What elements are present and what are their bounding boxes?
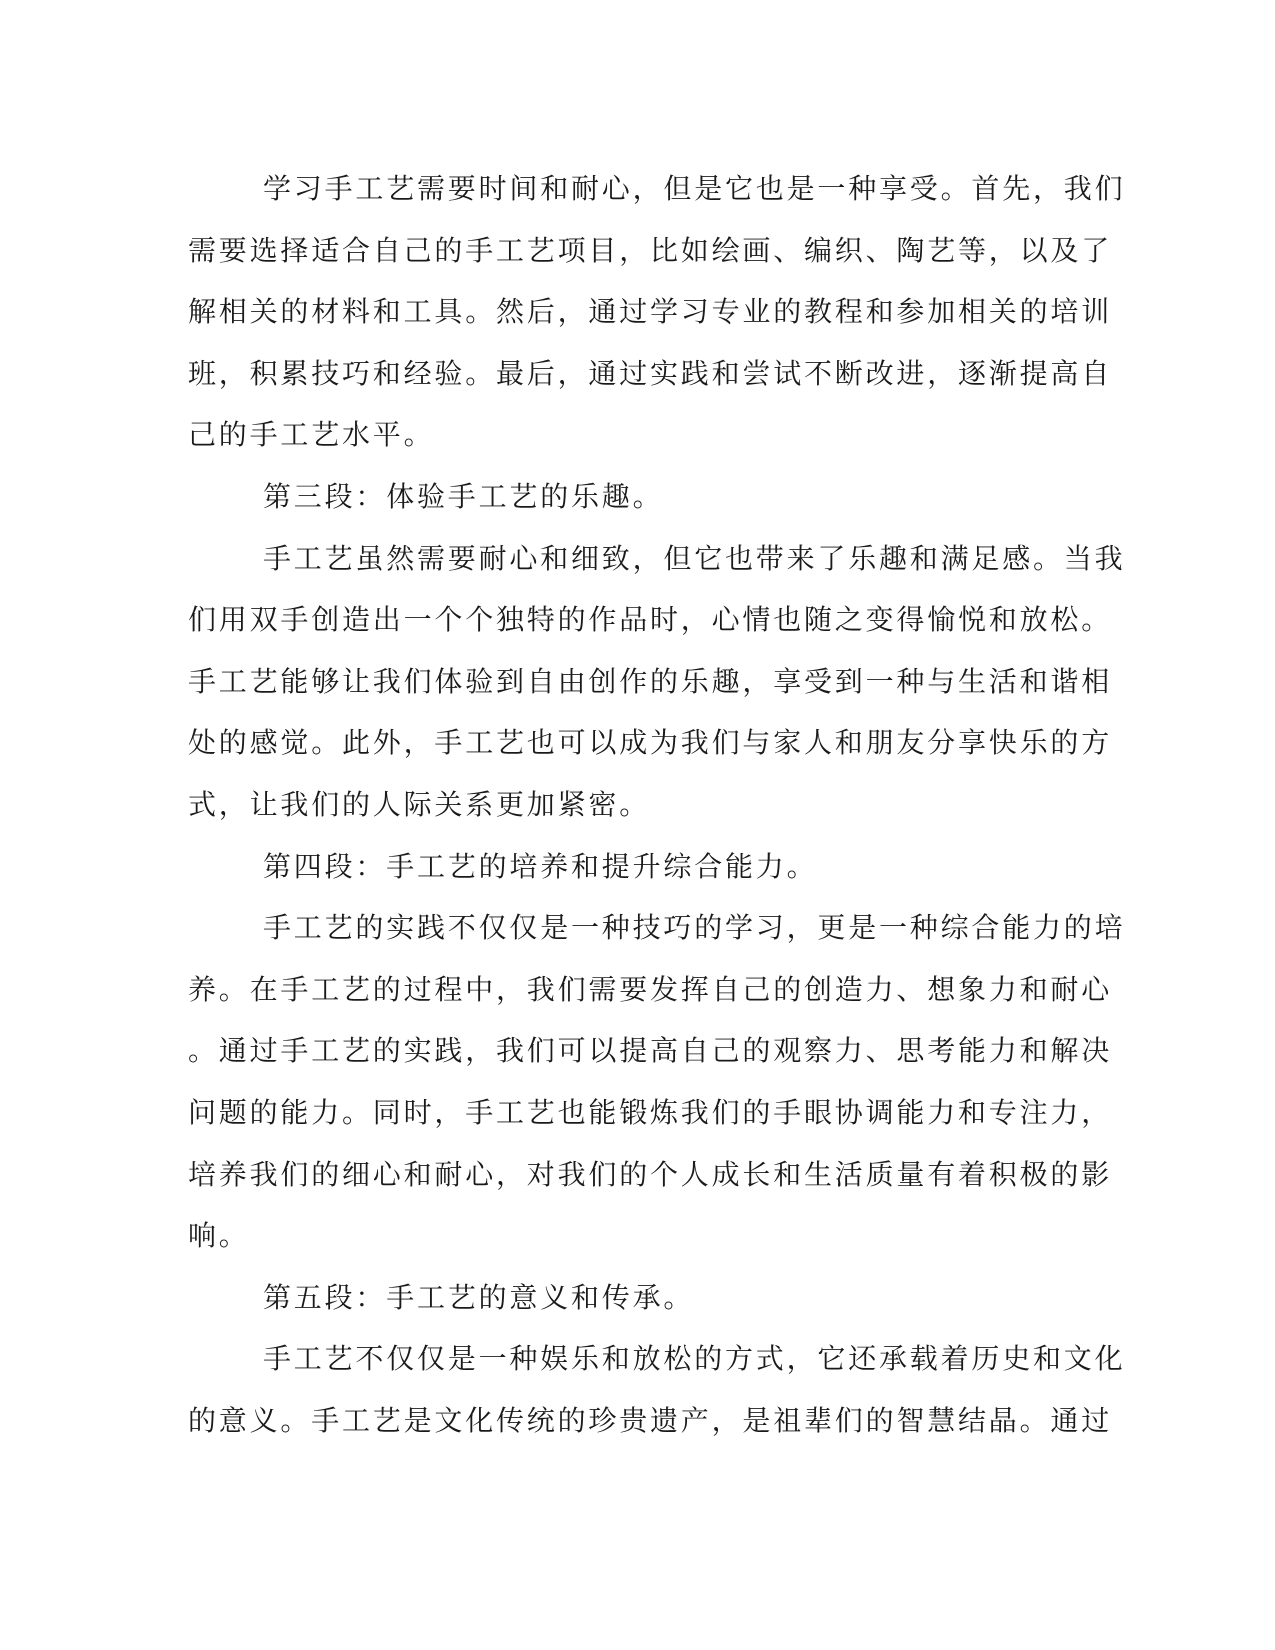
text-line: 的意义。手工艺是文化传统的珍贵遗产，是祖辈们的智慧结晶。通过 [188, 1403, 1113, 1437]
text-line: 们用双手创造出一个个独特的作品时，心情也随之变得愉悦和放松。 [188, 603, 1113, 637]
text-line: 手工艺虽然需要耐心和细致，但它也带来了乐趣和满足感。当我 [263, 541, 1126, 575]
text-line: 养。在手工艺的过程中，我们需要发挥自己的创造力、想象力和耐心 [188, 972, 1113, 1006]
section-heading: 第五段：手工艺的意义和传承。 [263, 1280, 695, 1314]
section-heading: 第三段：体验手工艺的乐趣。 [263, 479, 664, 513]
text-line: 处的感觉。此外，手工艺也可以成为我们与家人和朋友分享快乐的方 [188, 726, 1113, 760]
text-line: 式，让我们的人际关系更加紧密。 [188, 787, 651, 821]
text-line: 需要选择适合自己的手工艺项目，比如绘画、编织、陶艺等，以及了 [188, 233, 1113, 267]
text-line: 问题的能力。同时，手工艺也能锻炼我们的手眼协调能力和专注力， [188, 1095, 1113, 1129]
text-line: 响。 [188, 1219, 250, 1253]
text-line: 学习手工艺需要时间和耐心，但是它也是一种享受。首先，我们 [263, 172, 1126, 205]
text-line: 班，积累技巧和经验。最后，通过实践和尝试不断改进，逐渐提高自 [188, 356, 1113, 390]
text-line: 手工艺的实践不仅仅是一种技巧的学习，更是一种综合能力的培 [263, 911, 1126, 945]
text-line: 培养我们的细心和耐心，对我们的个人成长和生活质量有着积极的影 [188, 1157, 1113, 1191]
text-line: 。通过手工艺的实践，我们可以提高自己的观察力、思考能力和解决 [188, 1034, 1113, 1068]
text-line: 解相关的材料和工具。然后，通过学习专业的教程和参加相关的培训 [188, 295, 1113, 329]
text-line: 己的手工艺水平。 [188, 418, 435, 452]
section-heading: 第四段：手工艺的培养和提升综合能力。 [263, 849, 818, 883]
body-text [188, 158, 1126, 1451]
text-line: 手工艺不仅仅是一种娱乐和放松的方式，它还承载着历史和文化 [263, 1342, 1126, 1376]
text-line: 手工艺能够让我们体验到自由创作的乐趣，享受到一种与生活和谐相 [188, 664, 1113, 698]
